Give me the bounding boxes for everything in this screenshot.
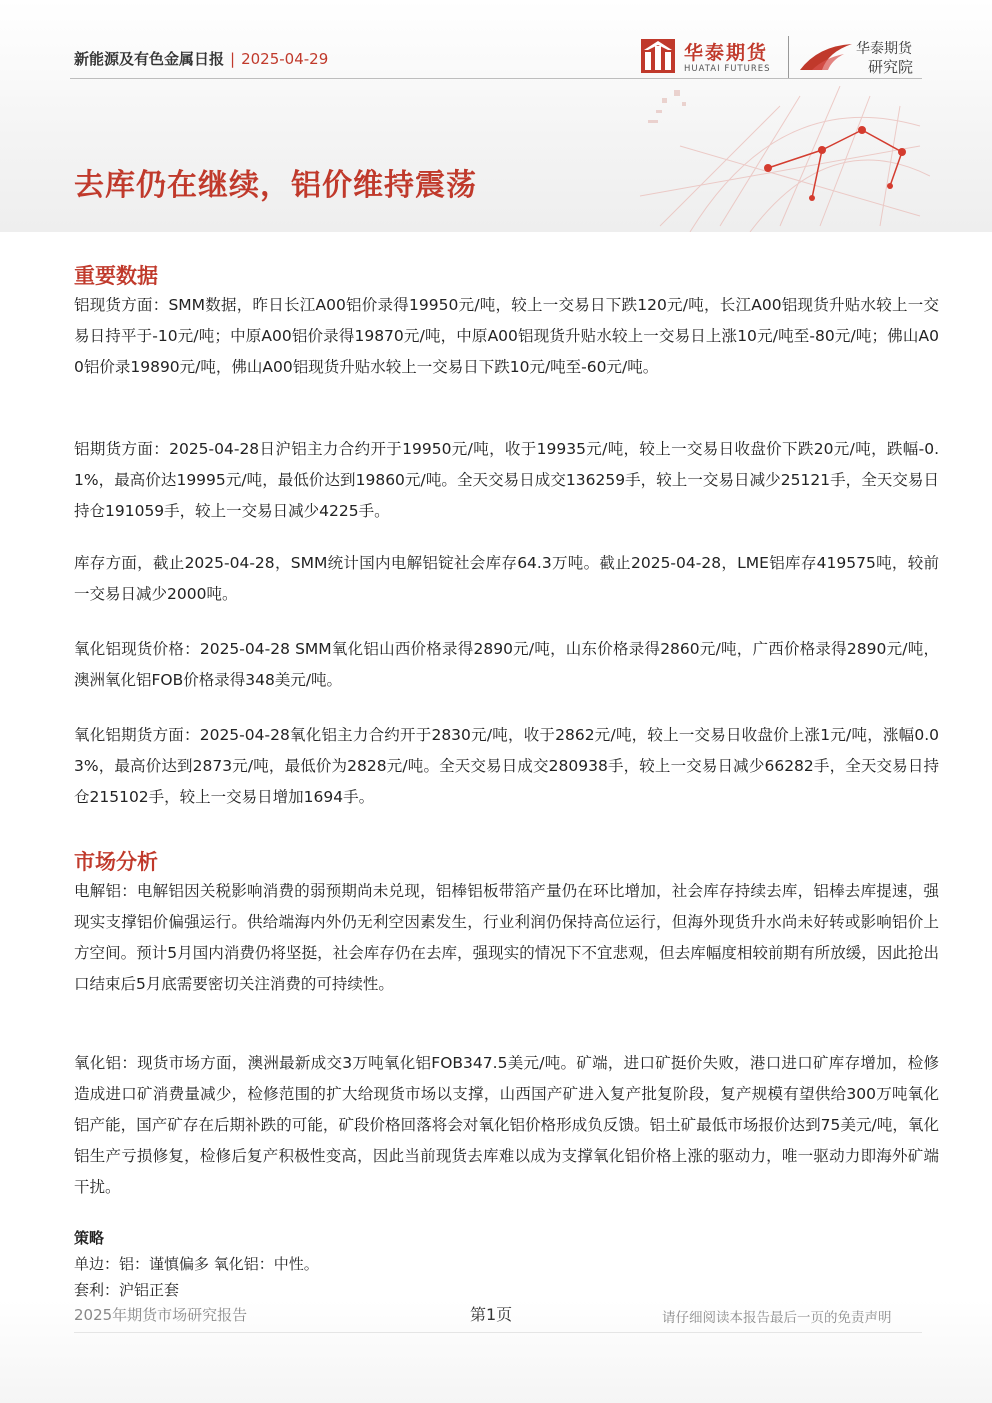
- analysis-paragraph-alumina: 氧化铝：现货市场方面，澳洲最新成交3万吨氧化铝FOB347.5美元/吨。矿端，进口矿挺价失败，港口进口矿库存增加，检修造成进口矿消费量减少，检修范围的扩大给现货市场以支撑，山西国产矿进入复产批复阶段，复产规模有望供给300万吨氧化铝产能，国产矿存在后期补跌的可能，矿段价格回落将会对氧化铝价格形成负反馈。铝土矿最低市场报价达到75美元/吨，氧化铝生产亏损修复，检修后复产积极性变高，因此当前现货去库难以成为支撑氧化铝价格上涨的驱动力，唯一驱动力即海外矿端干扰。: [74, 1054, 939, 1196]
- huatai-logo-name: 华泰期货: [684, 42, 769, 64]
- analysis-paragraph-electrolytic-aluminum: 电解铝：电解铝因关税影响消费的弱预期尚未兑现，铝棒铝板带箔产量仍在环比增加，社会库存持续去库，铝棒去库提速，强现实支撑铝价偏强运行。供给端海内外仍无利空因素发生，行业利润仍保持高位运行，但海外现货升水尚未好转或影响铝价上方空间。预计5月国内消费仍将坚挺，社会库存仍在去库，强现实的情况下不宜悲观，但去库幅度相较前期有所放缓，因此抢出口结束后5月底需要密切关注消费的可持续性。: [74, 882, 939, 993]
- section-heading-key-data: 重要数据: [74, 264, 158, 288]
- report-title: [74, 48, 328, 69]
- network-decoration-icon: [600, 86, 930, 232]
- strategy-arbitrage: 套利：沪铝正套: [74, 1281, 180, 1299]
- footer-report-series: 2025年期货市场研究报告: [74, 1306, 248, 1324]
- footer-page-number: 第1页: [470, 1305, 513, 1324]
- header-rule: [70, 78, 922, 79]
- key-data-paragraph-alumina-futures: 氧化铝期货方面：2025-04-28氧化铝主力合约开于2830元/吨，收于2862元/吨，较上一交易日收盘价上涨1元/吨，涨幅0.03%，最高价达到2873元/吨，最低价为2828元/吨。全天交易日成交280938手，较上一交易日减少66282手，全天交易日持仓215102手，较上一交易日增加1694手。: [74, 726, 939, 806]
- institute-name-line1: 华泰期货: [856, 41, 912, 57]
- huatai-logo-icon: [640, 38, 676, 74]
- footer-disclaimer-note: 请仔细阅读本报告最后一页的免责声明: [662, 1310, 892, 1326]
- key-data-paragraph-aluminum-futures: 铝期货方面：2025-04-28日沪铝主力合约开于19950元/吨，收于19935元/吨，较上一交易日收盘价下跌20元/吨，跌幅-0.1%，最高价达19995元/吨，最低价达到19860元/吨。全天交易日成交136259手，较上一交易日减少25121手，全天交易日持仓191059手，较上一交易日减少4225手。: [74, 440, 939, 520]
- section-heading-market-analysis: 市场分析: [74, 850, 158, 874]
- strategy-heading: 策略: [74, 1229, 105, 1247]
- key-data-paragraph-aluminum-spot: 铝现货方面：SMM数据，昨日长江A00铝价录得19950元/吨，较上一交易日下跌120元/吨，长江A00铝现货升贴水较上一交易日持平于-10元/吨；中原A00铝价录得19870元/吨，中原A00铝现货升贴水较上一交易日上涨10元/吨至-80元/吨；佛山A00铝价录19890元/吨，佛山A00铝现货升贴水较上一交易日下跌10元/吨至-60元/吨。: [74, 296, 939, 376]
- footer-rule: [74, 1332, 922, 1333]
- report-date: 2025-04-29: [241, 50, 329, 68]
- key-data-paragraph-alumina-spot: 氧化铝现货价格：2025-04-28 SMM氧化铝山西价格录得2890元/吨，山东价格录得2860元/吨，广西价格录得2890元/吨，澳洲氧化铝FOB价格录得348美元/吨。: [74, 640, 939, 689]
- report-name: 新能源及有色金属日报: [74, 50, 225, 68]
- logo-divider: [788, 36, 789, 78]
- title-separator: |: [230, 50, 236, 68]
- key-data-paragraph-inventory: 库存方面，截止2025-04-28，SMM统计国内电解铝锭社会库存64.3万吨。截止2025-04-28，LME铝库存419575吨，较前一交易日减少2000吨。: [74, 554, 939, 603]
- institute-logo-icon: [798, 40, 854, 74]
- institute-name-line2: 研究院: [868, 58, 914, 76]
- strategy-unilateral: 单边：铝：谨慎偏多 氧化铝：中性。: [74, 1255, 319, 1273]
- huatai-logo-name-en: HUATAI FUTURES: [684, 64, 771, 74]
- headline: 去库仍在继续，铝价维持震荡: [74, 168, 477, 203]
- logo-group: [640, 34, 930, 82]
